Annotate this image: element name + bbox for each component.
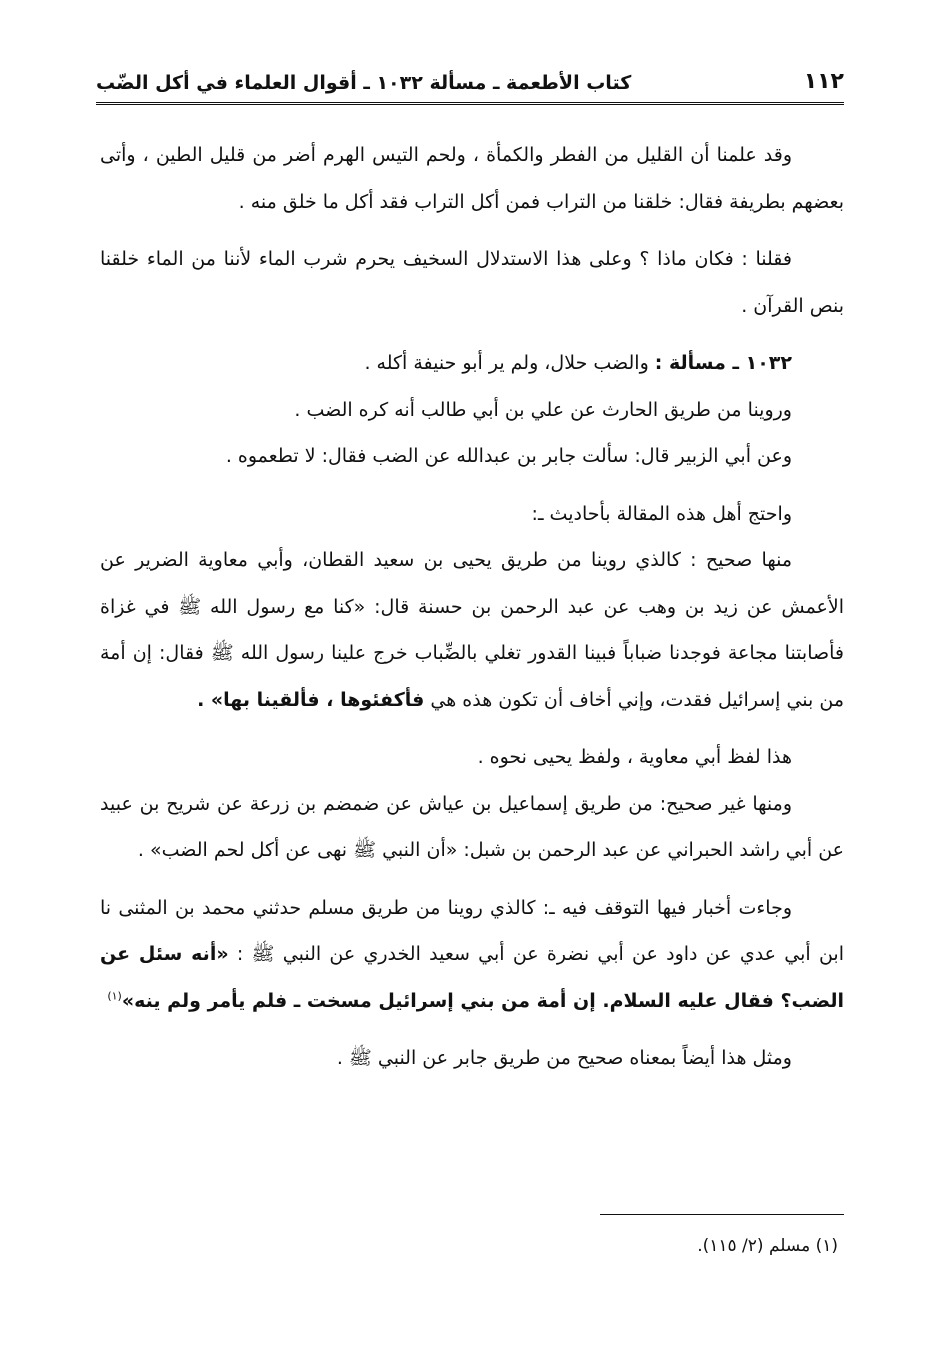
hadith-quote: «أنه سئل عن الضب؟ فقال عليه السلام. إن أمة من بني إسرائيل مسخت ـ فلم يأمر ولم ينه» [100, 943, 844, 1012]
issue-1032 [100, 340, 844, 387]
paragraph-9: ومنها غير صحيح: من طريق إسماعيل بن عياش عن ضمضم بن زرعة عن شريح بن عبيد عن أبي راشد الحبراني عن عبد الرحمن بن شبل: «أن النبي ﷺ نهى عن أكل لحم الضب» . [100, 792, 844, 861]
running-head: كتاب الأطعمة ـ مسألة ١٠٣٢ ـ أقوال العلماء في أكل الضّب [96, 72, 632, 94]
paragraph-6: واحتج أهل هذه المقالة بأحاديث ـ: [531, 502, 792, 525]
paragraph-4: وروينا من طريق الحارث عن علي بن أبي طالب أنه كره الضب . [294, 398, 792, 421]
page-header [96, 58, 844, 94]
footnote: (١) مسلم (٢/ ١١٥). [697, 1236, 838, 1256]
paragraph-11: ومثل هذا أيضاً بمعناه صحيح من طريق جابر عن النبي ﷺ . [336, 1047, 792, 1069]
paragraph-2: فقلنا : فكان ماذا ؟ وعلى هذا الاستدلال السخيف يحرم شرب الماء لأننا من الماء خلقنا بنص القرآن . [100, 248, 844, 317]
paragraph-5: وعن أبي الزبير قال: سألت جابر بن عبدالله عن الضب فقال: لا تطعموه . [225, 445, 792, 467]
paragraph-8: هذا لفظ أبي معاوية ، ولفظ يحيى نحوه . [477, 746, 792, 768]
issue-number: ١٠٣٢ ـ مسألة : [654, 352, 792, 374]
hadith-text: منها صحيح : كالذي روينا من طريق يحيى بن سعيد القطان، وأبي معاوية الضرير عن الأعمش عن زيد بن وهب عن عبد الرحمن بن حسنة قال: «كنا مع رسول الله ﷺ في غزاة فأصابتنا مجاعة فوجدنا ضباباً فبينا القدور تغلي بالضِّباب خرج علينا رسول الله ﷺ فقال: إن أمة من بني إسرائيل فقدت، وإني أخاف أن تكون هذه هي [100, 549, 844, 711]
paragraph-1: وقد علمنا أن القليل من الفطر والكمأة ، ولحم التيس الهرم أضر من قليل الطين ، وأتى بعضهم بطريفة فقال: خلقنا من التراب فمن أكل التراب فقد أكل ما خلق منه . [100, 144, 844, 213]
paragraph-7 [100, 537, 844, 723]
footnote-marker: (١) [107, 989, 122, 1003]
issue-text: والضب حلال، ولم ير أبو حنيفة أكله . [364, 352, 655, 374]
hadith-ending: فأكفئوها ، فألقينا بها» . [197, 688, 425, 711]
narration-chain: وجاءت أخبار فيها التوقف فيه ـ: كالذي روينا من طريق مسلم حدثني محمد بن المثنى نا ابن أبي عدي عن داود عن أبي نضرة عن أبي سعيد الخدري عن النبي ﷺ : [100, 896, 844, 965]
page-number: ١١٢ [803, 69, 844, 94]
paragraph-10 [100, 885, 844, 1025]
header-rule [96, 102, 844, 107]
footnote-rule [600, 1214, 844, 1215]
page-body [100, 132, 844, 1082]
